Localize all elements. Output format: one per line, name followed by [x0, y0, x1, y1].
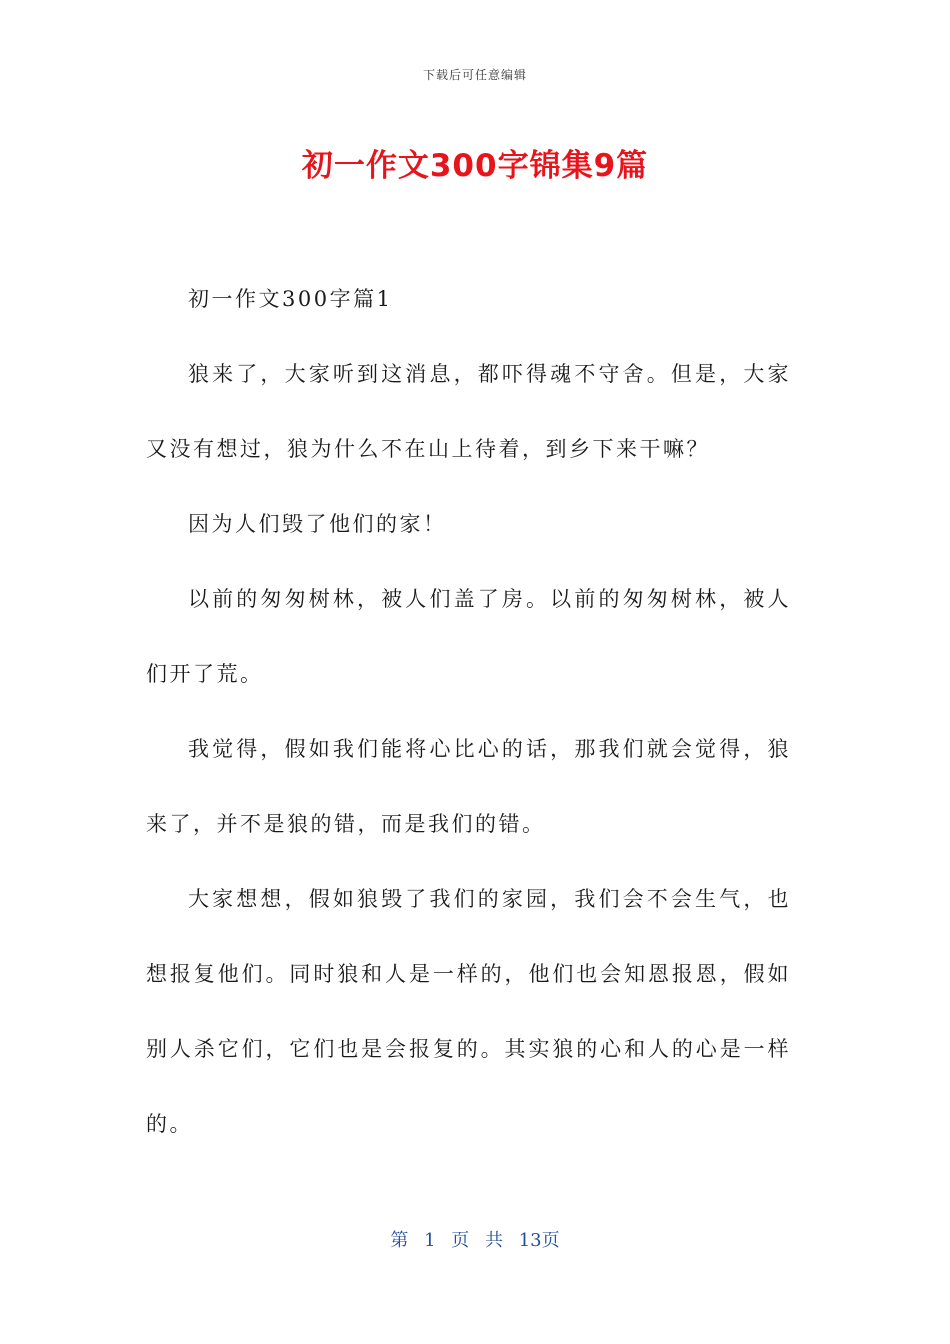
paragraph: 狼来了，大家听到这消息，都吓得魂不守舍。但是，大家又没有想过，狼为什么不在山上待着，到乡下来干嘛？ — [146, 362, 791, 461]
document-title: 初一作文300字锦集9篇 — [301, 148, 649, 184]
paragraph: 以前的匆匆树林，被人们盖了房。以前的匆匆树林，被人们开了荒。 — [146, 587, 791, 686]
paragraph: 我觉得，假如我们能将心比心的话，那我们就会觉得，狼来了，并不是狼的错，而是我们的错。 — [146, 737, 791, 836]
paragraph: 因为人们毁了他们的家！ — [188, 512, 447, 536]
document-body — [146, 262, 791, 1162]
header-note: 下载后可任意编辑 — [422, 68, 527, 82]
page-number-footer: 第 1 页 共 13页 — [390, 1230, 560, 1251]
section-heading: 初一作文300字篇1 — [188, 287, 393, 311]
paragraph: 大家想想，假如狼毁了我们的家园，我们会不会生气，也想报复他们。同时狼和人是一样的，他们也会知恩报恩，假如别人杀它们，它们也是会报复的。其实狼的心和人的心是一样的。 — [146, 887, 791, 1136]
